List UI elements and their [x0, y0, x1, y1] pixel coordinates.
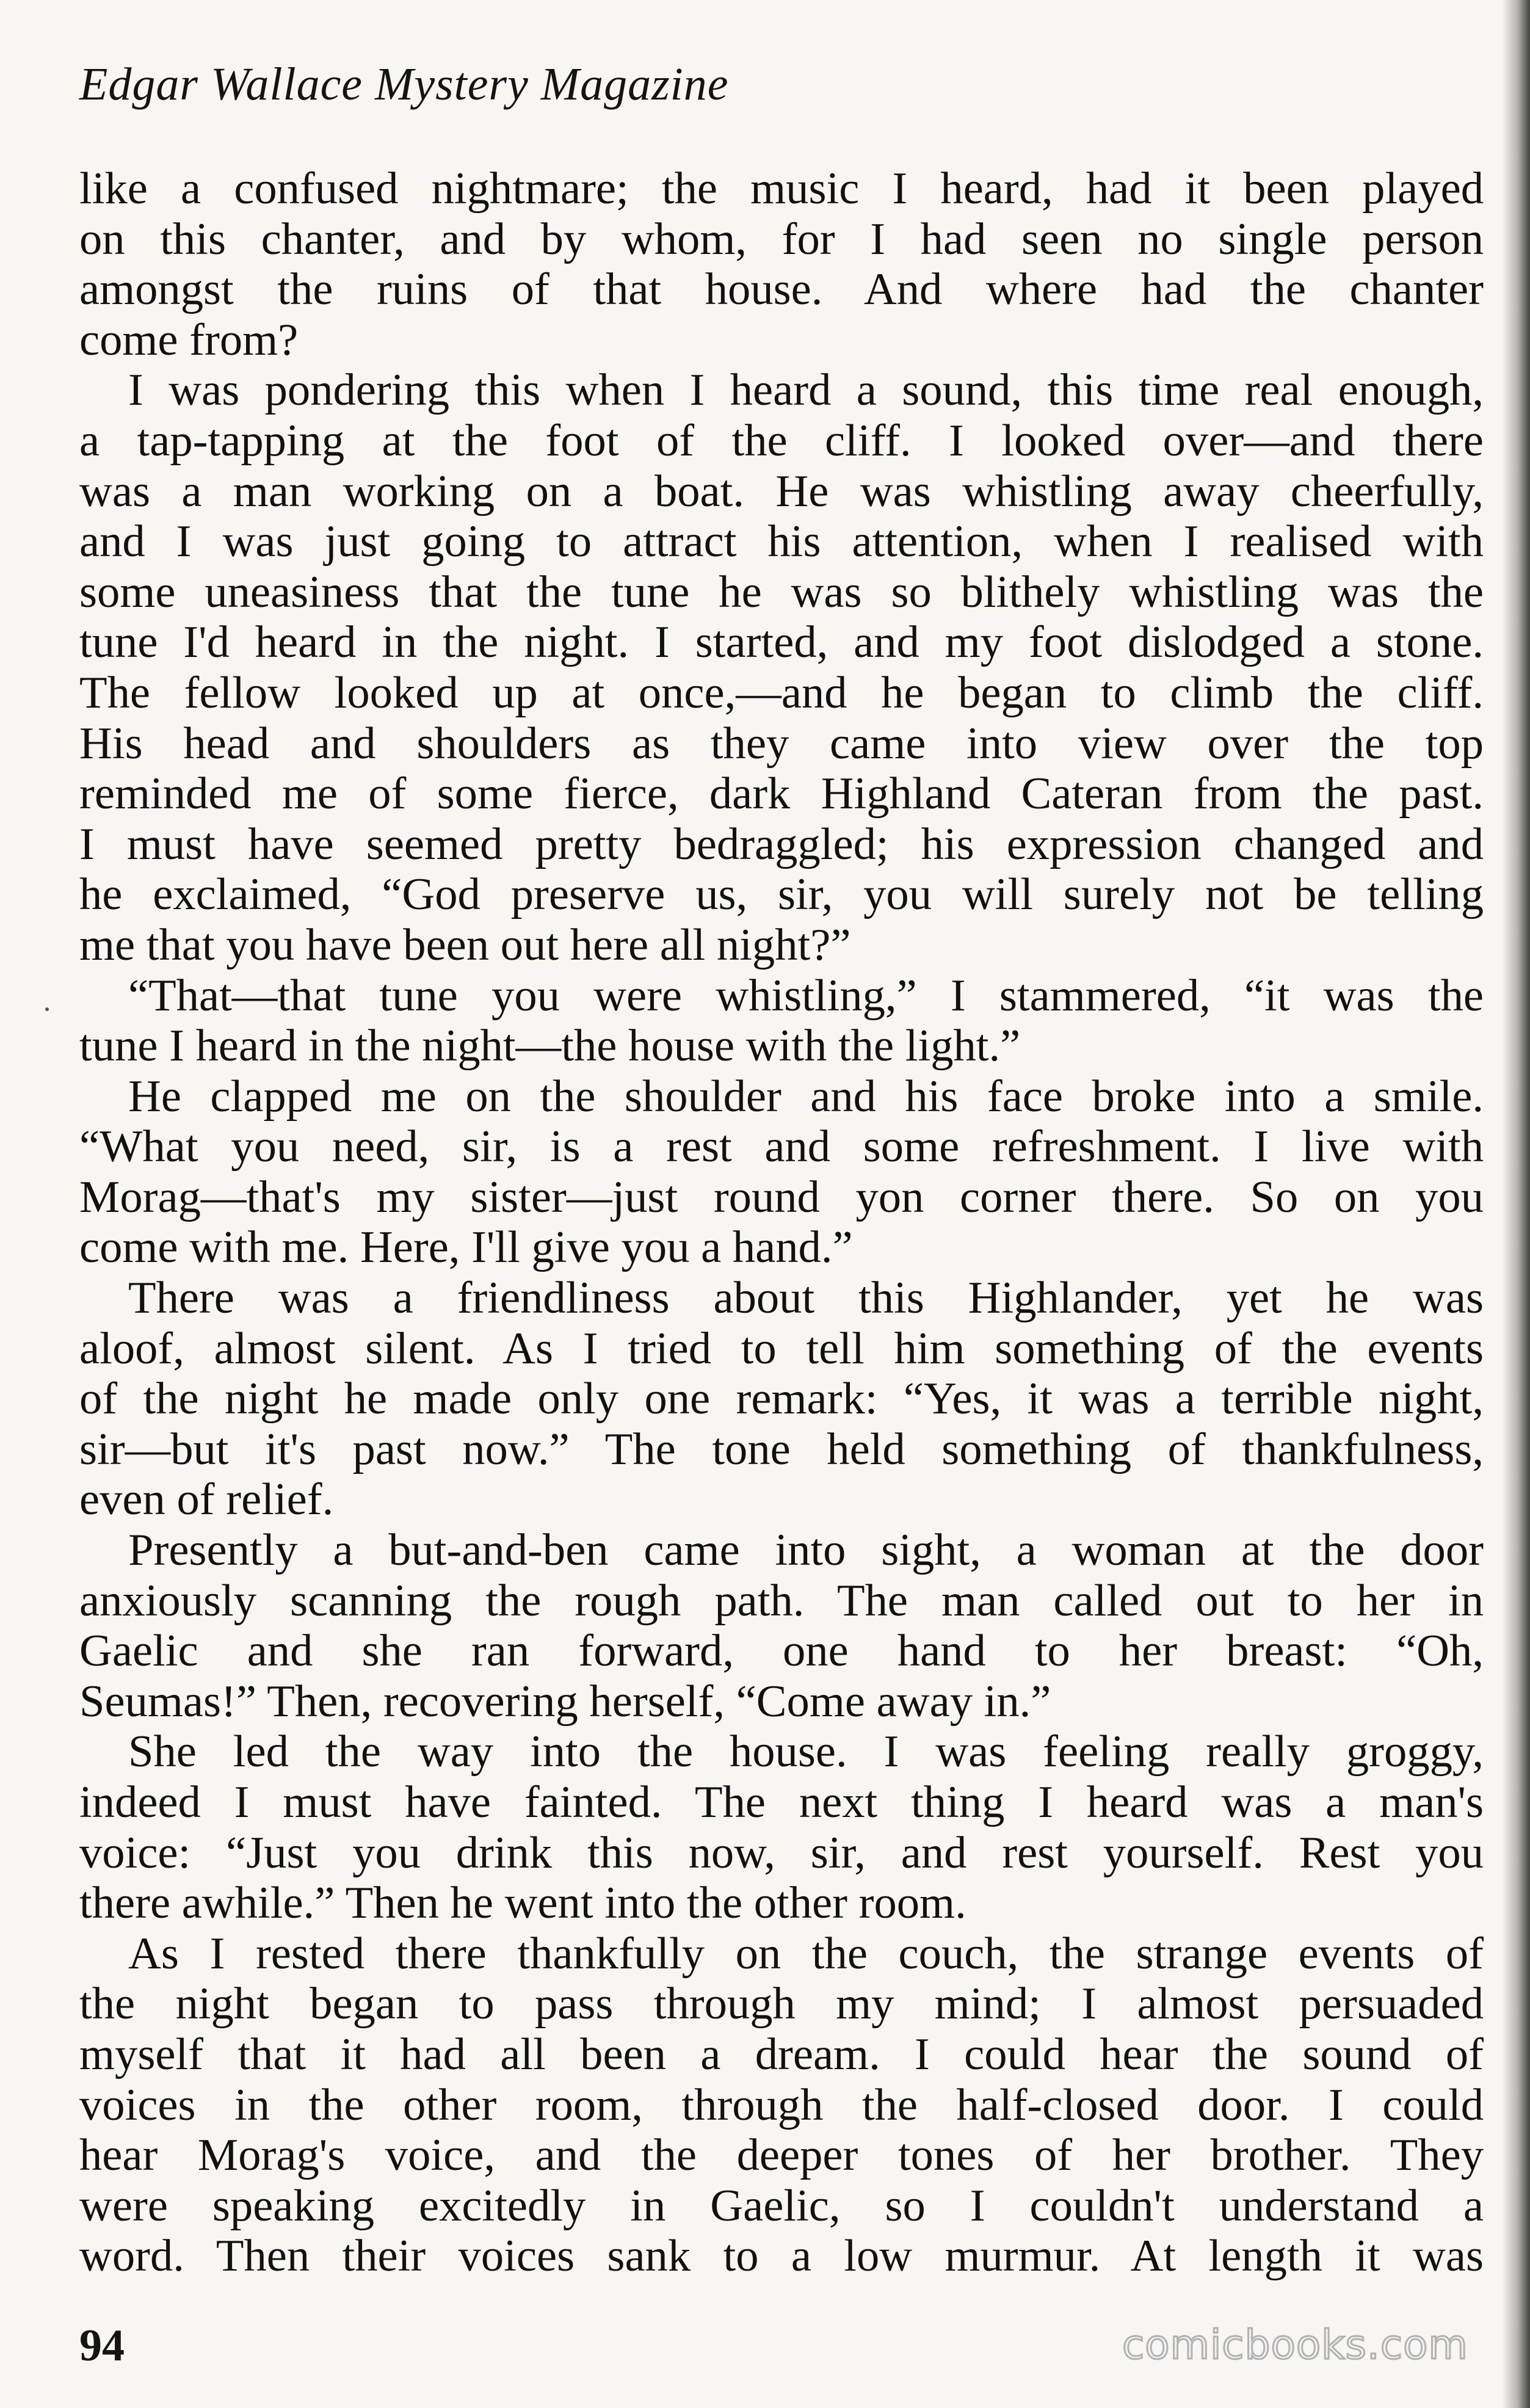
- text-line: I was pondering this when I heard a sound, this time real enough,: [128, 365, 1484, 416]
- text-line: hear Morag's voice, and the deeper tones of her brother. They: [79, 2130, 1484, 2181]
- text-line: There was a friendliness about this Highlander, yet he was: [128, 1273, 1484, 1324]
- text-line: of the night he made only one remark: “Yes, it was a terrible night,: [79, 1374, 1484, 1424]
- text-line: myself that it had all been a dream. I could hear the sound of: [79, 2029, 1484, 2080]
- text-line: reminded me of some fierce, dark Highland Cateran from the past.: [79, 769, 1484, 819]
- text-line: amongst the ruins of that house. And where had the chanter: [79, 264, 1484, 315]
- page-gutter-shadow: [1502, 0, 1530, 2408]
- page-number: 94: [79, 2321, 125, 2371]
- text-line: word. Then their voices sank to a low murmur. At length it was: [79, 2231, 1484, 2282]
- text-line: “What you need, sir, is a rest and some refreshment. I live with: [79, 1122, 1484, 1172]
- text-line: come with me. Here, I'll give you a hand.”: [79, 1222, 853, 1273]
- watermark-text: comicbooks.com: [1122, 2321, 1468, 2368]
- text-line: He clapped me on the shoulder and his face broke into a smile.: [128, 1071, 1484, 1122]
- text-line: As I rested there thankfully on the couch, the strange events of: [128, 1928, 1484, 1979]
- text-line: Morag—that's my sister—just round yon corner there. So on you: [79, 1172, 1484, 1222]
- stray-print-mark: [45, 1007, 49, 1011]
- text-line: on this chanter, and by whom, for I had seen no single person: [79, 214, 1484, 264]
- text-line: some uneasiness that the tune he was so blithely whistling was the: [79, 567, 1484, 617]
- text-line: was a man working on a boat. He was whistling away cheerfully,: [79, 466, 1484, 517]
- text-line: the night began to pass through my mind; I almost persuaded: [79, 1979, 1484, 2029]
- text-line: “That—that tune you were whistling,” I stammered, “it was the: [128, 970, 1484, 1021]
- text-line: even of relief.: [79, 1474, 334, 1525]
- text-line: tune I heard in the night—the house with the light.”: [79, 1021, 1021, 1072]
- text-line: voice: “Just you drink this now, sir, and rest yourself. Rest you: [79, 1827, 1484, 1878]
- text-line: aloof, almost silent. As I tried to tell him something of the events: [79, 1323, 1484, 1374]
- text-line: and I was just going to attract his attention, when I realised with: [79, 517, 1484, 567]
- text-line: I must have seemed pretty bedraggled; his expression changed and: [79, 819, 1484, 869]
- text-line: me that you have been out here all night?”: [79, 919, 851, 970]
- text-line: anxiously scanning the rough path. The man called out to her in: [79, 1575, 1484, 1626]
- text-line: Seumas!” Then, recovering herself, “Come away in.”: [79, 1676, 1051, 1727]
- text-line: indeed I must have fainted. The next thing I heard was a man's: [79, 1777, 1484, 1827]
- text-line: were speaking excitedly in Gaelic, so I couldn't understand a: [79, 2180, 1484, 2231]
- text-line: tune I'd heard in the night. I started, and my foot dislodged a stone.: [79, 617, 1484, 668]
- story-body-text: [79, 164, 1484, 2282]
- text-line: sir—but it's past now.” The tone held something of thankfulness,: [79, 1424, 1484, 1474]
- text-line: Gaelic and she ran forward, one hand to her breast: “Oh,: [79, 1626, 1484, 1677]
- text-line: His head and shoulders as they came into view over the top: [79, 718, 1484, 769]
- text-line: The fellow looked up at once,—and he began to climb the cliff.: [79, 667, 1484, 718]
- text-line: Presently a but-and-ben came into sight, a woman at the door: [128, 1525, 1484, 1576]
- text-line: a tap-tapping at the foot of the cliff. I looked over—and there: [79, 415, 1484, 466]
- running-header-title: Edgar Wallace Mystery Magazine: [79, 59, 729, 110]
- text-line: She led the way into the house. I was feeling really groggy,: [128, 1727, 1484, 1777]
- text-line: like a confused nightmare; the music I heard, had it been played: [79, 164, 1484, 214]
- text-line: there awhile.” Then he went into the other room.: [79, 1878, 966, 1929]
- text-line: come from?: [79, 314, 299, 365]
- text-line: voices in the other room, through the half-closed door. I could: [79, 2080, 1484, 2130]
- text-line: he exclaimed, “God preserve us, sir, you will surely not be telling: [79, 869, 1484, 920]
